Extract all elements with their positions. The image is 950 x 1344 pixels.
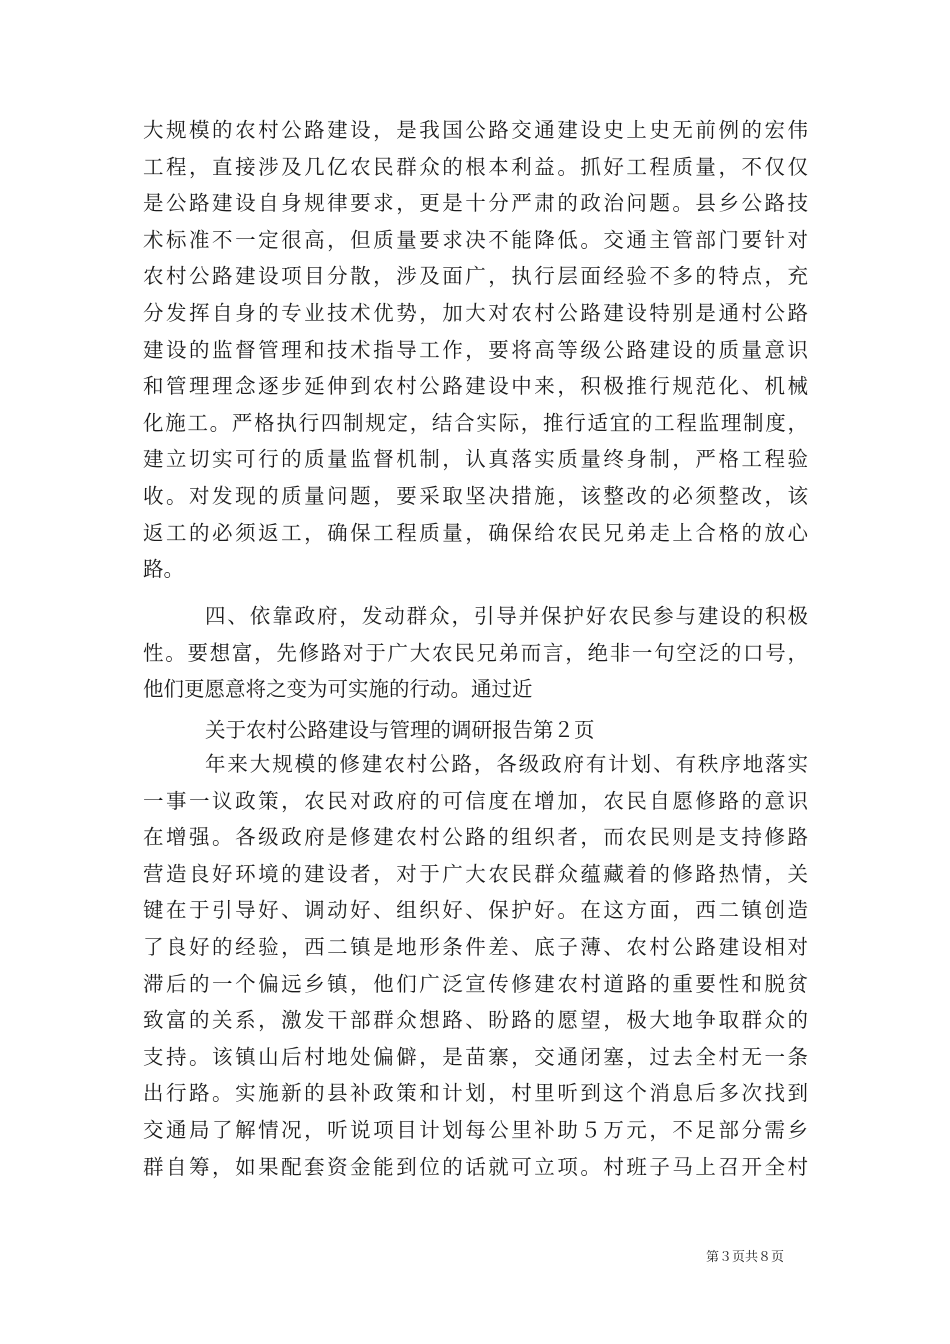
text-line: 四、依靠政府，发动群众，引导并保护好农民参与建设的积极 — [205, 604, 808, 628]
text-line: 在增强。各级政府是修建农村公路的组织者，而农民则是支持修路 — [143, 825, 808, 850]
text-line: 键在于引导好、调动好、组织好、保护好。在这方面，西二镇创造 — [143, 898, 808, 923]
text-line: 性。要想富，先修路对于广大农民兄弟而言，绝非一句空泛的口号， — [143, 640, 808, 665]
text-line: 一事一议政策，农民对政府的可信度在增加，农民自愿修路的意识 — [143, 788, 808, 813]
text-line: 建设的监督管理和技术指导工作，要将高等级公路建设的质量意识 — [143, 337, 808, 362]
text-line: 化施工。严格执行四制规定，结合实际，推行适宜的工程监理制度， — [143, 410, 808, 435]
text-line: 路。 — [143, 557, 184, 582]
text-line: 群自筹，如果配套资金能到位的话就可立项。村班子马上召开全村 — [143, 1154, 808, 1179]
text-line: 滞后的一个偏远乡镇，他们广泛宣传修建农村道路的重要性和脱贫 — [143, 971, 808, 996]
text-line: 他们更愿意将之变为可实施的行动。通过近 — [143, 677, 533, 702]
text-line: 和管理理念逐步延伸到农村公路建设中来，积极推行规范化、机械 — [143, 374, 808, 399]
text-line: 工程，直接涉及几亿农民群众的根本利益。抓好工程质量，不仅仅 — [143, 154, 808, 179]
paragraph-quality — [143, 112, 808, 588]
paragraph-section-four — [143, 598, 808, 708]
text-line: 分发挥自身的专业技术优势，加大对农村公路建设特别是通村公路 — [143, 300, 808, 325]
text-line: 出行路。实施新的县补政策和计划，村里听到这个消息后多次找到 — [143, 1081, 808, 1106]
text-line: 交通局了解情况，听说项目计划每公里补助５万元，不足部分需乡 — [143, 1117, 808, 1142]
text-line: 术标准不一定很高，但质量要求决不能降低。交通主管部门要针对 — [143, 227, 808, 252]
text-line: 支持。该镇山后村地处偏僻，是苗寨，交通闭塞，过去全村无一条 — [143, 1044, 808, 1069]
page-number-footer: 第３页共８页 — [706, 1250, 785, 1265]
text-line: 大规模的农村公路建设，是我国公路交通建设史上史无前例的宏伟 — [143, 118, 808, 142]
text-line: 营造良好环境的建设者，对于广大农民群众蕴藏着的修路热情，关 — [143, 861, 808, 886]
text-line: 农村公路建设项目分散，涉及面广，执行层面经验不多的特点，充 — [143, 264, 808, 289]
text-line: 致富的关系，激发干部群众想路、盼路的愿望，极大地争取群众的 — [143, 1008, 808, 1033]
text-line: 是公路建设自身规律要求，更是十分严肃的政治问题。县乡公路技 — [143, 191, 808, 216]
text-line: 年来大规模的修建农村公路，各级政府有计划、有秩序地落实 — [205, 752, 808, 776]
text-line: 收。对发现的质量问题，要采取坚决措施，该整改的必须整改，该 — [143, 483, 808, 508]
text-line: 了良好的经验，西二镇是地形条件差、底子薄、农村公路建设相对 — [143, 934, 808, 959]
text-line: 建立切实可行的质量监督机制，认真落实质量终身制，严格工程验 — [143, 447, 808, 472]
paragraph-xier-town — [143, 746, 808, 1185]
text-line: 返工的必须返工，确保工程质量，确保给农民兄弟走上合格的放心 — [143, 520, 808, 545]
section-page-header: 关于农村公路建设与管理的调研报告第２页 — [205, 718, 595, 742]
